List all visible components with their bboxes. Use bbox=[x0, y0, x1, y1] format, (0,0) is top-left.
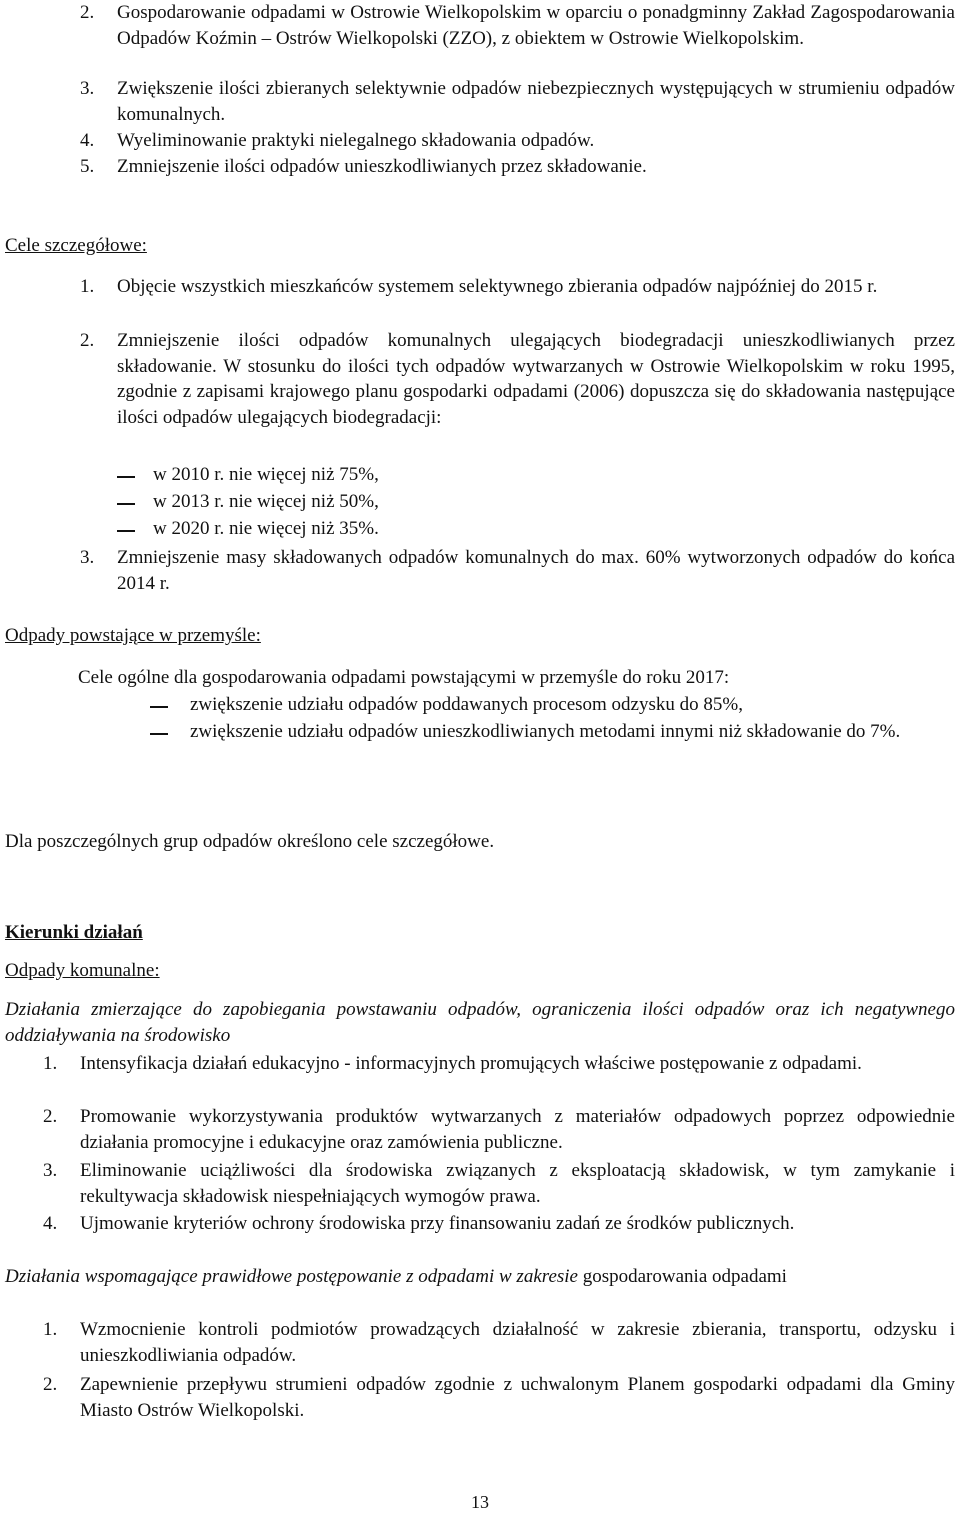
list-number: 2. bbox=[43, 1106, 58, 1127]
dash-bullet bbox=[150, 733, 168, 735]
paragraph: Dla poszczególnych grup odpadów określono cele szczegółowe. bbox=[5, 831, 495, 852]
paragraph: Cele ogólne dla gospodarowania odpadami powstającymi w przemyśle do roku 2017: bbox=[78, 667, 730, 688]
regular-text: gospodarowania odpadami bbox=[582, 1266, 787, 1287]
section-subheading: Odpady komunalne: bbox=[5, 960, 160, 981]
italic-text: Działania wspomagające prawidłowe postępowanie z odpadami w zakresie bbox=[5, 1266, 578, 1287]
list-number: 2. bbox=[80, 330, 95, 351]
dash-bullet bbox=[117, 476, 135, 478]
dash-item: w 2020 r. nie więcej niż 35%. bbox=[153, 518, 379, 539]
list-item: Ujmowanie kryteriów ochrony środowiska przy finansowaniu zadań ze środków publicznych. bbox=[80, 1213, 795, 1234]
list-number: 5. bbox=[80, 156, 95, 177]
list-item: Wyeliminowanie praktyki nielegalnego składowania odpadów. bbox=[117, 130, 595, 151]
list-number: 4. bbox=[80, 130, 95, 151]
section-heading: Odpady powstające w przemyśle: bbox=[5, 625, 261, 646]
list-number: 3. bbox=[80, 78, 95, 99]
list-item: Zmniejszenie ilości odpadów komunalnych ulegających biodegradacji unieszkodliwianych przez składowanie. W stosunku do ilości tych odpadów wytwarzanych w Ostrowie Wielkopolskim w roku 1995, zgodnie z zapisami krajowego planu gospodarki odpadami (2006) dopuszcza się do składowania następujące ilości odpadów ulegających biodegradacji: bbox=[117, 330, 955, 428]
list-number: 2. bbox=[43, 1374, 58, 1395]
list-number: 4. bbox=[43, 1213, 58, 1234]
list-item: Zwiększenie ilości zbieranych selektywnie odpadów niebezpiecznych występujących w strumieniu odpadów komunalnych. bbox=[117, 78, 955, 125]
dash-bullet bbox=[117, 503, 135, 505]
list-item: Eliminowanie uciążliwości dla środowiska związanych z eksploatacją składowisk, w tym zamykanie i rekultywacja składowisk niespełniających wymogów prawa. bbox=[80, 1160, 955, 1207]
mixed-paragraph bbox=[5, 1264, 955, 1290]
list-item: Gospodarowanie odpadami w Ostrowie Wielkopolskim w oparciu o ponadgminny Zakład Zagospodarowania Odpadów Koźmin – Ostrów Wielkopolski (ZZO), z obiektem w Ostrowie Wielkopolskim. bbox=[117, 2, 955, 49]
list-item: Promowanie wykorzystywania produktów wytwarzanych z materiałów odpadowych poprzez odpowiednie działania promocyjne i edukacyjne oraz zamówienia publiczne. bbox=[80, 1106, 955, 1153]
list-number: 3. bbox=[80, 547, 95, 568]
list-item: Wzmocnienie kontroli podmiotów prowadzących działalność w zakresie zbierania, transportu, odzysku i unieszkodliwiania odpadów. bbox=[80, 1319, 955, 1366]
section-heading: Cele szczegółowe: bbox=[5, 235, 147, 256]
list-number: 3. bbox=[43, 1160, 58, 1181]
dash-item: w 2013 r. nie więcej niż 50%, bbox=[153, 491, 379, 512]
list-item: Intensyfikacja działań edukacyjno - informacyjnych promujących właściwe postępowanie z odpadami. bbox=[80, 1053, 862, 1074]
list-number: 2. bbox=[80, 2, 95, 23]
list-item: Zapewnienie przepływu strumieni odpadów zgodnie z uchwalonym Planem gospodarki odpadami dla Gminy Miasto Ostrów Wielkopolski. bbox=[80, 1374, 955, 1421]
list-number: 1. bbox=[80, 276, 95, 297]
list-item: Zmniejszenie masy składowanych odpadów komunalnych do max. 60% wytworzonych odpadów do końca 2014 r. bbox=[117, 547, 955, 594]
dash-item: zwiększenie udziału odpadów poddawanych procesom odzysku do 85%, bbox=[190, 694, 743, 715]
section-heading: Kierunki działań bbox=[5, 922, 143, 943]
dash-item: w 2010 r. nie więcej niż 75%, bbox=[153, 464, 379, 485]
list-number: 1. bbox=[43, 1319, 58, 1340]
dash-bullet bbox=[117, 530, 135, 532]
list-number: 1. bbox=[43, 1053, 58, 1074]
page-number: 13 bbox=[471, 1492, 489, 1512]
list-item: Zmniejszenie ilości odpadów unieszkodliwianych przez składowanie. bbox=[117, 156, 647, 177]
dash-bullet bbox=[150, 706, 168, 708]
italic-paragraph: Działania zmierzające do zapobiegania powstawaniu odpadów, ograniczenia ilości odpadów oraz ich negatywnego oddziaływania na środowisko bbox=[5, 999, 955, 1046]
list-item: Objęcie wszystkich mieszkańców systemem selektywnego zbierania odpadów najpóźniej do 2015 r. bbox=[117, 276, 878, 297]
dash-item: zwiększenie udziału odpadów unieszkodliwianych metodami innymi niż składowanie do 7%. bbox=[190, 721, 901, 742]
